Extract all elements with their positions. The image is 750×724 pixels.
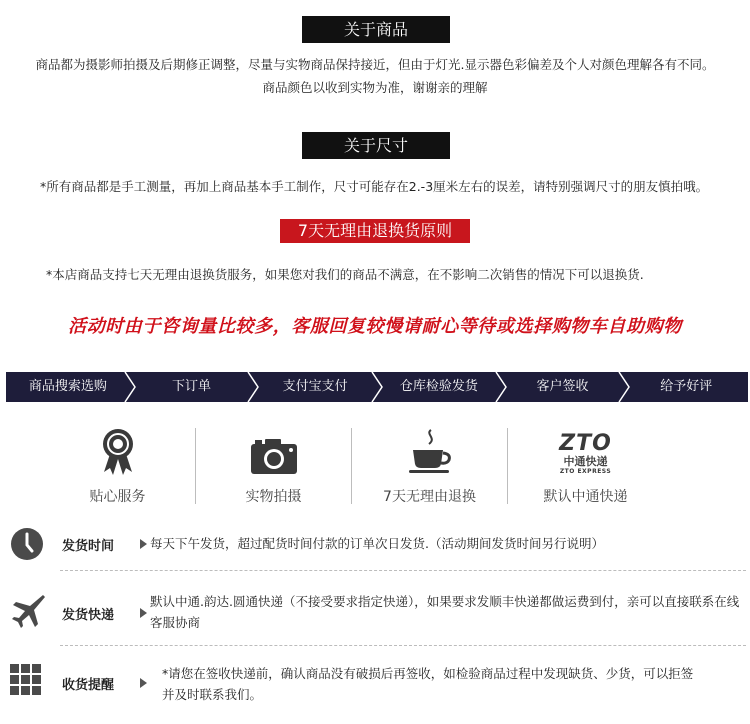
zto-logo-cn: 中通快递 xyxy=(563,455,608,468)
service-label: 默认中通快递 xyxy=(543,489,628,505)
step-item xyxy=(377,372,501,402)
about-product-text-1: 商品都为摄影师拍摄及后期修正调整，尽量与实物商品保持接近，但由于灯光.显示器色彩偏差及个人对颜色理解各有不同。 xyxy=(35,57,715,72)
courier-text: 默认中通.韵达.圆通快递（不接受要求指定快递），如果要求发顺丰快递都做运费到付，亲可以直接联系在线客服协商 xyxy=(150,594,740,630)
coffee-cup-icon xyxy=(405,426,455,476)
step-label: 客户签收 xyxy=(536,379,589,394)
info-row-receive xyxy=(10,660,740,708)
clock-icon xyxy=(10,527,44,561)
step-label: 商品搜索选购 xyxy=(28,379,107,394)
service-item xyxy=(352,428,507,508)
step-label: 仓库检验发货 xyxy=(399,379,478,394)
caret-right-icon xyxy=(140,539,147,549)
receive-text: *请您在签收快递前，确认商品没有破损后再签收，如检验商品过程中发现缺货、少货，可以拒签并及时联系我们。 xyxy=(162,666,694,702)
about-size-text: *所有商品都是手工测量，再加上商品基本手工制作，尺寸可能存在2.-3厘米左右的误差，请特别强调尺寸的朋友慎拍哦。 xyxy=(40,179,709,194)
service-label: 实物拍摄 xyxy=(245,489,302,505)
step-item xyxy=(501,372,625,402)
services-row xyxy=(40,428,730,508)
return-policy-title: 7天无理由退换货原则 xyxy=(280,219,470,243)
courier-label: 发货快递 xyxy=(62,608,115,623)
award-ribbon-icon xyxy=(98,426,138,476)
step-label: 给予好评 xyxy=(660,379,713,394)
zto-logo-mark: ZTO xyxy=(559,431,612,456)
grid-icon xyxy=(10,664,42,696)
caret-right-icon xyxy=(140,678,147,688)
airplane-icon xyxy=(10,592,46,628)
about-size-title: 关于尺寸 xyxy=(302,132,450,159)
divider xyxy=(60,645,746,646)
step-item xyxy=(6,372,130,402)
receive-label: 收货提醒 xyxy=(62,678,115,693)
ship-time-label: 发货时间 xyxy=(62,539,115,554)
divider xyxy=(60,570,746,571)
purchase-steps-bar xyxy=(6,372,748,402)
return-policy-text: *本店商品支持七天无理由退换货服务，如果您对我们的商品不满意，在不影响二次销售的情况下可以退换货. xyxy=(46,267,644,282)
promo-notice: 活动时由于咨询量比较多，客服回复较慢请耐心等待或选择购物车自助购物 xyxy=(68,316,682,337)
step-item xyxy=(624,372,748,402)
service-label: 7天无理由退换 xyxy=(383,489,476,505)
service-item xyxy=(196,428,351,508)
step-item xyxy=(130,372,254,402)
service-item xyxy=(40,428,195,508)
service-item xyxy=(508,428,663,508)
zto-logo-en: ZTO EXPRESS xyxy=(559,468,612,475)
caret-right-icon xyxy=(140,608,147,618)
about-product-title: 关于商品 xyxy=(302,16,450,43)
zto-logo xyxy=(508,428,663,476)
ship-time-text: 每天下午发货，超过配货时间付款的订单次日发货.（活动期间发货时间另行说明） xyxy=(150,536,604,551)
step-item xyxy=(253,372,377,402)
info-row-courier xyxy=(10,588,740,636)
camera-icon xyxy=(249,436,299,476)
about-product-text-2: 商品颜色以收到实物为准，谢谢亲的理解 xyxy=(262,80,488,95)
info-row-ship-time xyxy=(10,527,740,561)
step-label: 下订单 xyxy=(172,379,212,394)
step-label: 支付宝支付 xyxy=(282,379,348,394)
service-label: 贴心服务 xyxy=(89,489,146,505)
